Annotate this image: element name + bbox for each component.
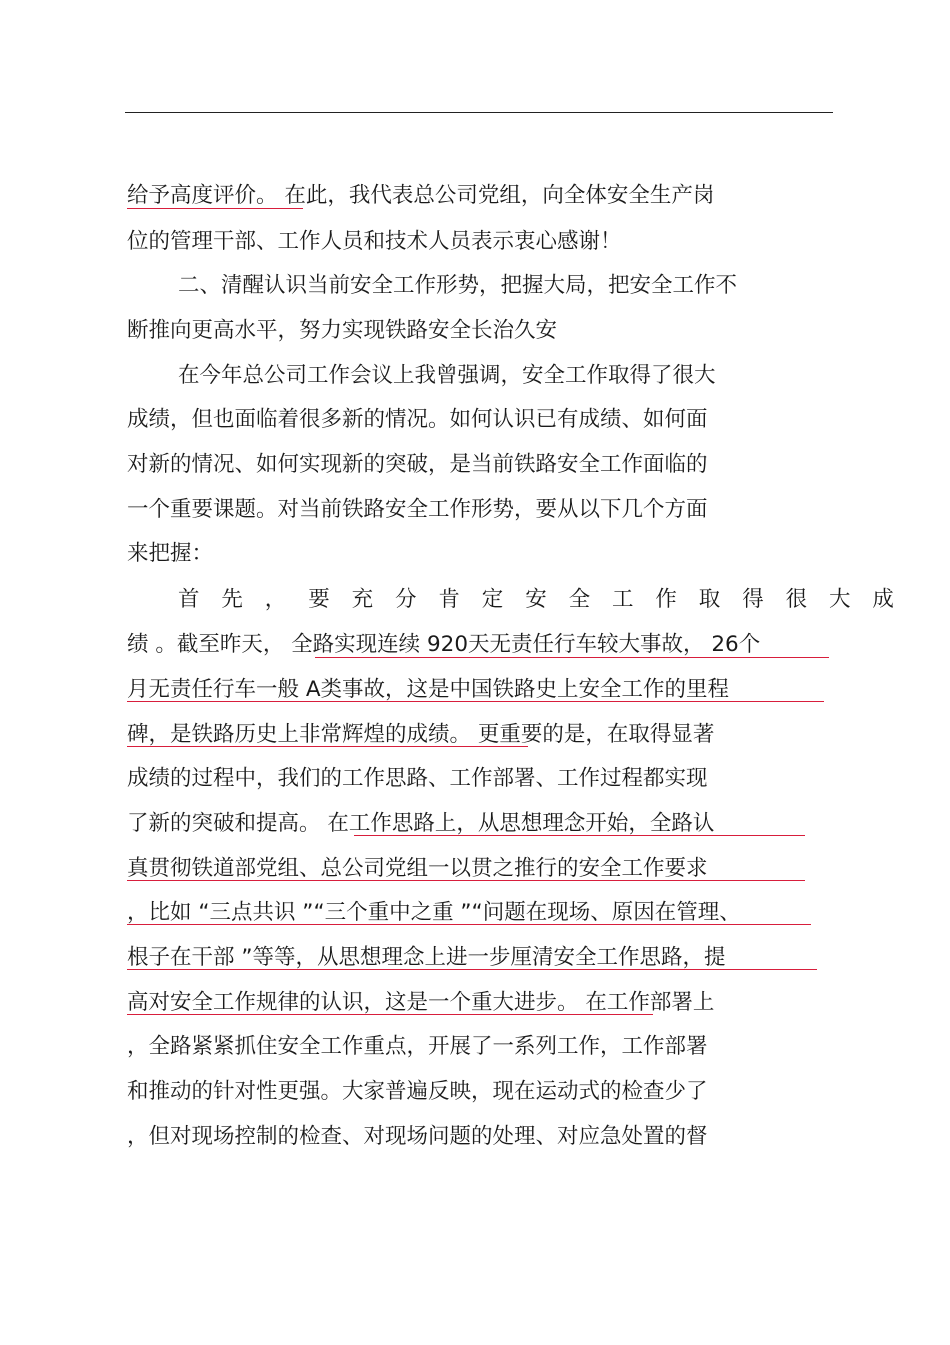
text-line-spread: 首先，要充分肯定安全工作取得很大成 xyxy=(178,587,916,612)
text-line: 绩 。截至昨天， 全路实现连续 920天无责任行车较大事故， 26个 xyxy=(127,632,761,657)
text-line: 了新的突破和提高。 在工作思路上，从思想理念开始，全路认 xyxy=(127,811,715,836)
red-underline xyxy=(315,657,829,658)
red-underline xyxy=(127,701,824,702)
header-rule xyxy=(125,112,833,113)
text-line: 真贯彻铁道部党组、总公司党组一以贯之推行的安全工作要求 xyxy=(127,856,708,881)
text-line: 来把握： xyxy=(127,541,214,566)
text-line: 月无责任行车一般 A类事故，这是中国铁路史上安全工作的里程 xyxy=(127,677,730,702)
red-underline xyxy=(127,208,303,209)
red-underline xyxy=(127,880,805,881)
text-line: 对新的情况、如何实现新的突破，是当前铁路安全工作面临的 xyxy=(127,452,708,477)
text-line: 成绩，但也面临着很多新的情况。如何认识已有成绩、如何面 xyxy=(127,407,708,432)
text-line: 碑，是铁路历史上非常辉煌的成绩。 更重要的是，在取得显著 xyxy=(127,722,715,747)
text-line: ，比如 “三点共识 ”“三个重中之重 ”“问题在现场、原因在管理、 xyxy=(127,900,741,925)
section-heading: 二、清醒认识当前安全工作形势，把握大局，把安全工作不 xyxy=(178,273,738,298)
red-underline xyxy=(354,835,805,836)
text-line: 高对安全工作规律的认识，这是一个重大进步。 在工作部署上 xyxy=(127,990,715,1015)
text-line: 和推动的针对性更强。大家普遍反映，现在运动式的检查少了 xyxy=(127,1079,708,1104)
text-line: 位的管理干部、工作人员和技术人员表示衷心感谢！ xyxy=(127,229,622,254)
text-line: 给予高度评价。 在此，我代表总公司党组，向全体安全生产岗 xyxy=(127,183,715,208)
red-underline xyxy=(127,924,811,925)
red-underline xyxy=(127,1014,653,1015)
text-line: 一个重要课题。对当前铁路安全工作形势，要从以下几个方面 xyxy=(127,497,708,522)
text-line: 在今年总公司工作会议上我曾强调，安全工作取得了很大 xyxy=(178,363,716,388)
red-underline xyxy=(127,746,528,747)
text-line: ，全路紧紧抓住安全工作重点，开展了一系列工作，工作部署 xyxy=(127,1034,708,1059)
section-heading: 断推向更高水平，努力实现铁路安全长治久安 xyxy=(127,318,558,343)
text-line: ，但对现场控制的检查、对现场问题的处理、对应急处置的督 xyxy=(127,1124,708,1149)
text-line: 成绩的过程中，我们的工作思路、工作部署、工作过程都实现 xyxy=(127,766,708,791)
text-line: 根子在干部 ”等等，从思想理念上进一步厘清安全工作思路，提 xyxy=(127,945,726,970)
red-underline xyxy=(127,969,817,970)
